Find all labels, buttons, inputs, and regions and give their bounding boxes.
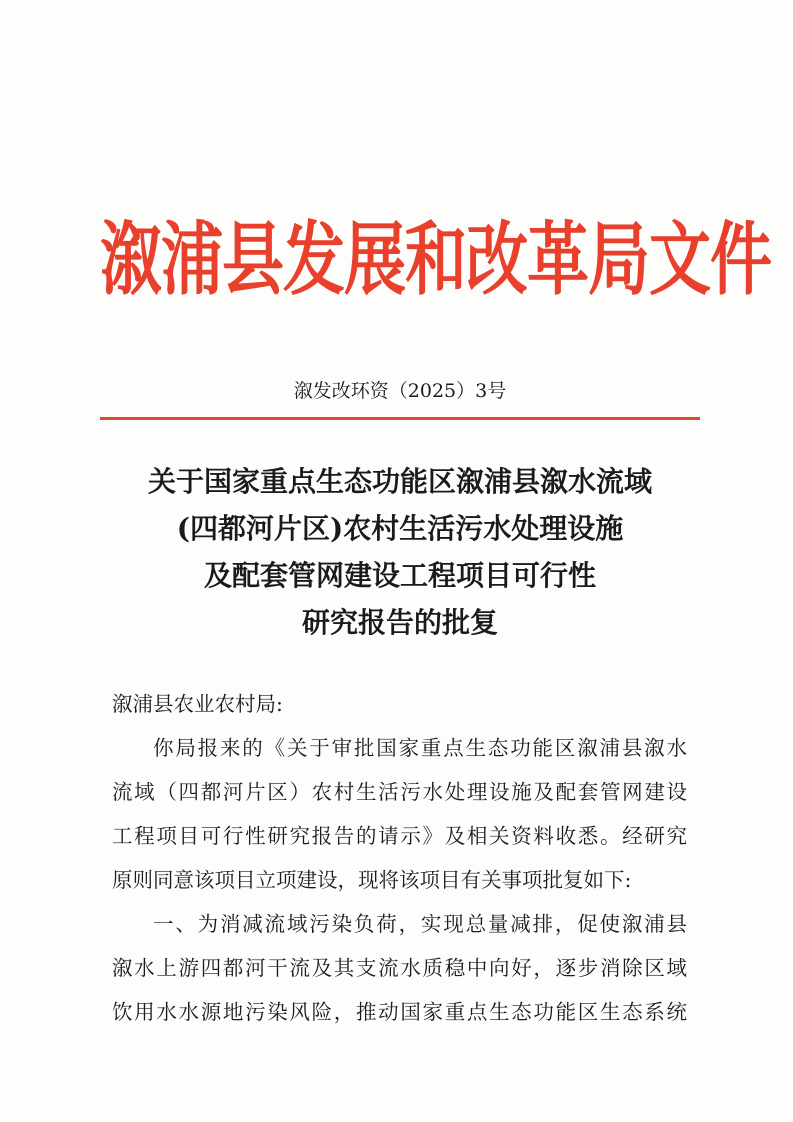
body-line: 一、为消减流域污染负荷，实现总量减排，促使溆浦县 — [153, 912, 687, 936]
document-masthead: 溆浦县发展和改革局文件 — [100, 212, 772, 307]
body-line: 工程项目可行性研究报告的请示》及相关资料收悉。经研究 — [112, 824, 687, 848]
body-line: 原则同意该项目立项建设，现将该项目有关事项批复如下: — [112, 868, 632, 892]
red-divider-rule — [100, 417, 700, 420]
title-line: (四都河片区)农村生活污水处理设施 — [176, 512, 624, 545]
recipient-line: 溆浦县农业农村局: — [112, 692, 283, 716]
title-line: 关于国家重点生态功能区溆浦县溆水流域 — [147, 465, 652, 498]
title-line: 及配套管网建设工程项目可行性 — [203, 559, 596, 592]
body-line: 溆水上游四都河干流及其支流水质稳中向好，逐步消除区域 — [112, 956, 687, 980]
title-line: 研究报告的批复 — [301, 606, 498, 639]
body-line: 你局报来的《关于审批国家重点生态功能区溆浦县溆水 — [153, 736, 687, 760]
body-line: 饮用水水源地污染风险，推动国家重点生态功能区生态系统 — [112, 1000, 687, 1024]
body-line: 流域（四都河片区）农村生活污水处理设施及配套管网建设 — [112, 780, 687, 804]
document-title — [105, 458, 695, 646]
document-body — [112, 682, 687, 1034]
document-number: 溆发改环资（2025）3号 — [293, 380, 507, 402]
